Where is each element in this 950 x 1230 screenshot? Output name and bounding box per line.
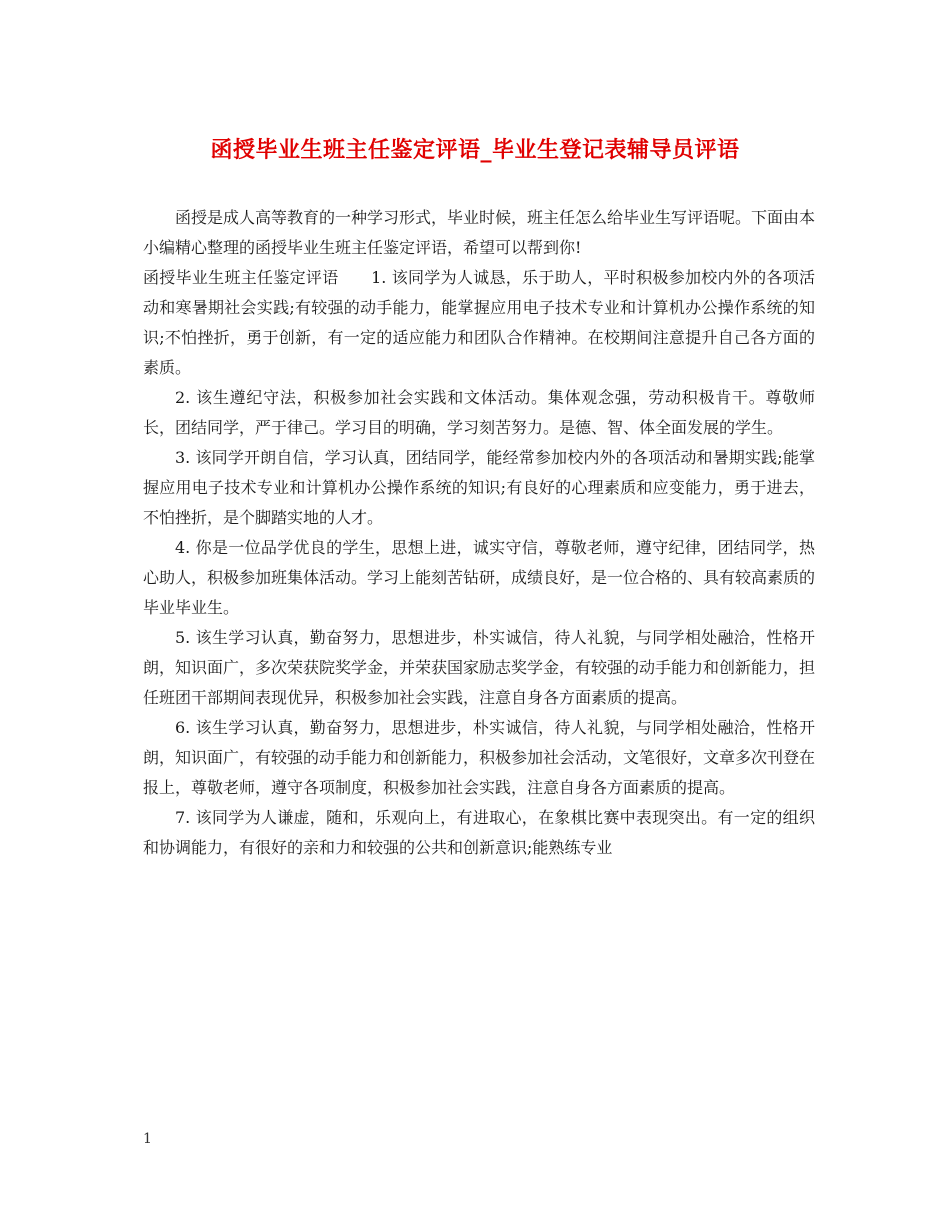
intro-paragraph: 函授是成人高等教育的一种学习形式，毕业时候，班主任怎么给毕业生写评语呢。下面由本小编精心整理的函授毕业生班主任鉴定评语，希望可以帮到你!: [143, 208, 816, 257]
comment-item-7: 7. 该同学为人谦虚，随和，乐观向上，有进取心，在象棋比赛中表现突出。有一定的组织和协调能力，有很好的亲和力和较强的公共和创新意识;能熟练专业: [143, 808, 815, 857]
section-heading-paragraph: 函授毕业生班主任鉴定评语 1. 该同学为人诚恳，乐于助人，平时积极参加校内外的各项活动和寒暑期社会实践;有较强的动手能力，能掌握应用电子技术专业和计算机办公操作系统的知识;不怕挫折，勇于创新，有一定的适应能力和团队合作精神。在校期间注意提升自己各方面的素质。: [143, 268, 815, 377]
comment-item-6: 6. 该生学习认真，勤奋努力，思想进步，朴实诚信，待人礼貌，与同学相处融洽，性格开朗，知识面广，有较强的动手能力和创新能力，积极参加社会活动，文笔很好，文章多次刊登在报上，尊敬老师，遵守各项制度，积极参加社会实践，注意自身各方面素质的提高。: [143, 718, 816, 797]
comment-item-4: 4. 你是一位品学优良的学生，思想上进，诚实守信，尊敬老师，遵守纪律，团结同学，热心助人，积极参加班集体活动。学习上能刻苦钻研，成绩良好，是一位合格的、具有较高素质的毕业毕业生。: [143, 538, 816, 617]
document-title: 函授毕业生班主任鉴定评语_毕业生登记表辅导员评语: [210, 137, 740, 163]
comment-item-2: 2. 该生遵纪守法，积极参加社会实践和文体活动。集体观念强，劳动积极肯干。尊敬师长，团结同学，严于律己。学习目的明确，学习刻苦努力。是德、智、体全面发展的学生。: [143, 388, 815, 437]
document-body: [143, 203, 815, 863]
page-number: 1: [143, 1131, 152, 1147]
comment-item-5: 5. 该生学习认真，勤奋努力，思想进步，朴实诚信，待人礼貌，与同学相处融洽，性格开朗，知识面广，多次荣获院奖学金，并荣获国家励志奖学金，有较强的动手能力和创新能力，担任班团干部期间表现优异，积极参加社会实践，注意自身各方面素质的提高。: [143, 628, 816, 707]
comment-item-3: 3. 该同学开朗自信，学习认真，团结同学，能经常参加校内外的各项活动和暑期实践;能掌握应用电子技术专业和计算机办公操作系统的知识;有良好的心理素质和应变能力，勇于进去，不怕挫折，是个脚踏实地的人才。: [143, 448, 815, 527]
